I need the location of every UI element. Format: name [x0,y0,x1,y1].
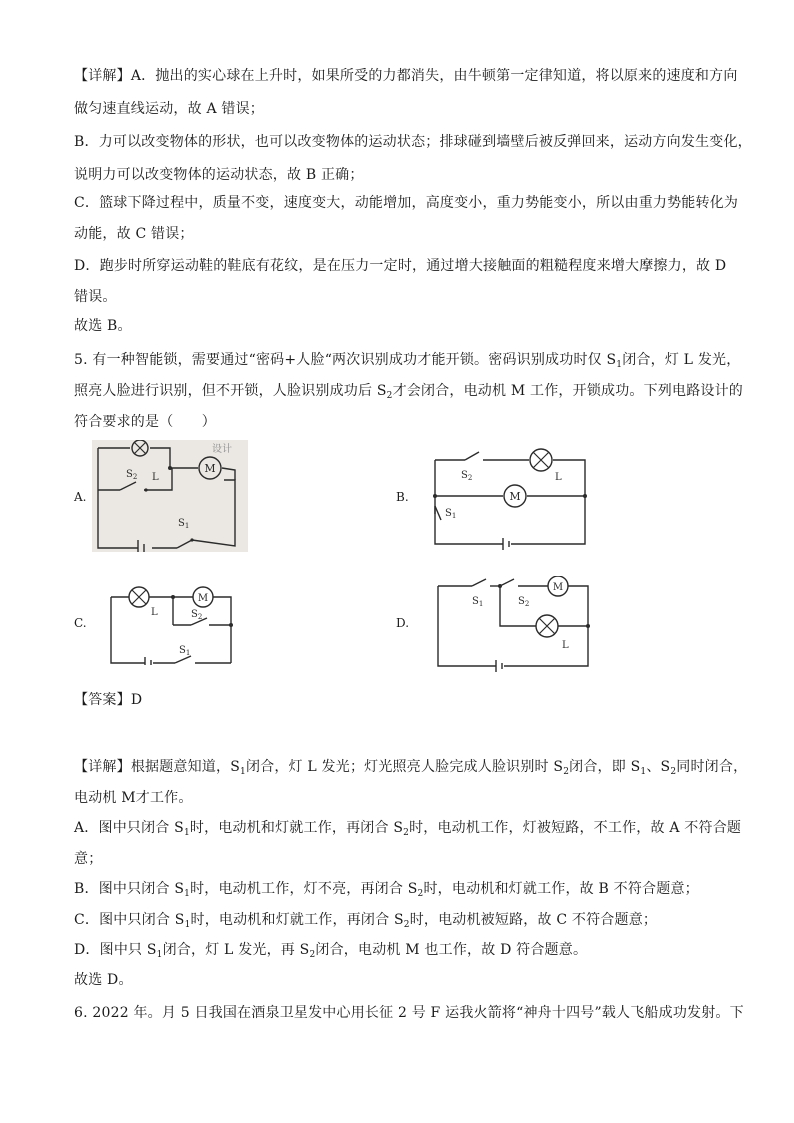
circuit-c-s1-label: $S_1$ [179,645,191,657]
circuit-c-s2-label: $S_2$ [191,609,203,621]
circuit-b-s2-label: $S_2$ [461,470,473,482]
circuit-c-junction [171,595,175,599]
detail-1-line-4: 说明力可以改变物体的运动状态，故 B 正确； [74,167,364,183]
detail-1-line-7: D．跑步时所穿运动鞋的鞋底有花纹，是在压力一定时，通过增大接触面的粗糙程度来增大摩擦力，故 D [74,258,727,274]
detail-1-line-5: C．篮球下降过程中，质量不变，速度变大，动能增加，高度变小，重力势能变小，所以由重力势能转化为 [74,195,739,211]
circuit-d-s2-label: $S_2$ [518,596,530,608]
detail-2-conclusion: 故选 D。 [74,972,133,988]
circuit-d-s1-label: $S_1$ [472,596,484,608]
circuit-d-lamp-icon [536,615,558,637]
circuit-a-s2-label: $S_2$ [126,469,138,481]
circuit-d-junction [498,584,502,588]
circuit-b-motor-label: M [509,490,521,503]
option-b-label: B. [396,490,409,504]
detail-2-option-a-line-2: 意； [74,851,103,867]
circuit-b-s1-switch [435,506,441,520]
circuit-b-junction [583,494,587,498]
detail-2-option-b: B．图中只闭合 $S_1$时，电动机工作，灯不亮，再闭合 $S_2$时，电动机和灯就工作，故 B 不符合题意； [74,881,699,899]
circuit-a-photo-text: 设计 [212,444,232,455]
detail-tag: 【详解】 [74,68,131,84]
circuit-b-lamp-icon [530,449,552,471]
circuit-b-motor-icon [504,485,526,507]
detail-1-line-8: 错误。 [74,289,117,305]
circuit-a-motor-icon [199,457,221,479]
detail-2-option-d: D．图中只 $S_1$闭合，灯 L 发光，再 $S_2$闭合，电动机 M 也工作，故 D 符合题意。 [74,942,588,960]
circuit-c-lamp-icon [129,587,149,607]
option-c-label: C. [74,616,87,630]
circuit-c-motor-icon [193,587,213,607]
answer-tag: 【答案】 [74,692,131,708]
circuit-d-motor-label: M [552,582,564,593]
circuit-a-switch-contact [144,488,147,491]
option-a-label: A. [74,490,87,504]
detail-1-line-2: 做匀速直线运动，故 A 错误； [74,101,265,117]
q5-line-1: 5. 有一种智能锁，需要通过“密码+人脸“两次识别成功才能开锁。密码识别成功时仅 $S_1$闭合，灯 L 发光， [74,352,741,370]
circuit-b-diagram [425,448,595,552]
circuit-d-diagram [432,576,592,672]
detail-2-line-1: 【详解】根据题意知道，$S_1$闭合，灯 L 发光；灯光照亮人脸完成人脸识别时 $S_2$闭合，即 $S_1$、$S_2$同时闭合， [74,759,748,777]
circuit-a-switch-contact [190,538,193,541]
circuit-c-diagram [105,585,237,665]
detail-2-option-c: C．图中只闭合 $S_1$时，电动机和灯就工作，再闭合 $S_2$时，电动机被短路，故 C 不符合题意； [74,912,658,930]
detail-1-line-1: 【详解】A．抛出的实心球在上升时，如果所受的力都消失，由牛顿第一定律知道，将以原来的速度和方向 [74,68,738,84]
circuit-b-lamp-label: L [555,472,562,483]
answer-value: D [130,692,143,708]
circuit-a-lamp-label: L [152,472,159,483]
circuit-c-junction [229,623,233,627]
detail-2-line-2: 电动机 M才工作。 [74,790,193,806]
circuit-d-lamp-label: L [562,640,569,651]
circuit-d-junction [586,624,590,628]
circuit-c-lamp-label: L [151,607,158,618]
answer-line [74,690,142,710]
q5-line-2: 照亮人脸进行识别，但不开锁，人脸识别成功后 $S_2$才会闭合，电动机 M 工作，开锁成功。下列电路设计的 [74,383,744,401]
detail-1-line-3: B．力可以改变物体的形状，也可以改变物体的运动状态；排球碰到墙壁后被反弹回来，运动方向发生变化， [74,134,752,150]
circuit-b-s1-label: $S_1$ [445,508,457,520]
circuit-d-motor-icon [548,576,568,596]
detail-2-option-a-line-1: A．图中只闭合 $S_1$时，电动机和灯就工作，再闭合 $S_2$时，电动机工作，灯被短路，不工作，故 A 不符合题 [74,820,742,838]
circuit-a-lamp-icon [132,440,148,456]
circuit-a-motor-label: M [204,462,216,475]
detail-1-line-6: 动能，故 C 错误； [74,226,194,242]
circuit-c-motor-label: M [197,593,209,604]
option-d-label: D. [396,616,410,630]
detail-tag: 【详解】 [74,759,131,775]
q6-line-1: 6. 2022 年。月 5 日我国在酒泉卫星发中心用长征 2 号 F 运我火箭将“神舟十四号”载人飞船成功发射。下 [74,1005,744,1021]
detail-1-conclusion: 故选 B。 [74,318,132,334]
q5-line-3: 符合要求的是（ ） [74,414,216,430]
circuit-a-diagram [92,440,248,552]
circuit-a-s1-label: $S_1$ [178,518,190,530]
circuit-b-junction [433,494,437,498]
circuit-a-junction [168,466,172,470]
